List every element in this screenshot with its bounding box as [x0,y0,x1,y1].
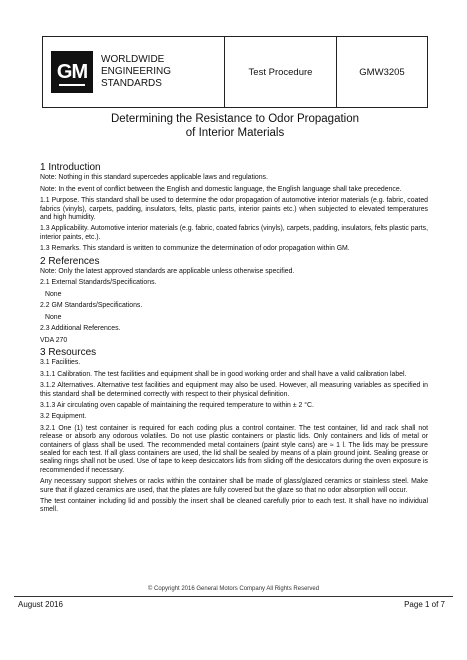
section-heading: 3 Resources [40,346,97,358]
paragraph: 2.3 Additional References. [40,325,121,333]
footer-date: August 2016 [18,600,63,609]
footer-page-number: Page 1 of 7 [404,600,445,609]
org-name: WORLDWIDE ENGINEERING STANDARDS [101,54,172,89]
doc-number: GMW3205 [359,66,405,78]
paragraph: 3.1 Facilities. [40,359,81,367]
paragraph: None [45,313,62,321]
paragraph: 1.3 Applicability. Automotive interior materials (e.g. fabric, coated fabrics (vinyls), carpets, padding, insulators, felts plastic parts, interior paints, etc.). [40,225,428,241]
section-heading: 2 References [40,255,100,267]
paragraph: 3.2.1 One (1) test container is required for each coding plus a control container. The test container, lid and rack shall not release or absorb any odorous volatiles. Do not use plastic containers or plastic lids. Only containers and lids of metal or containers of glass shall be used. The recommended metal containers (paint style cans) are ≈ 1 l. The lids may be pressure sealed for each test. If all glass containers are used, the lid shall be sealed by means of a plain ground joint. Sealing grease or sealing rings shall not be used. Use of tape to keep desiccators lids from sliding off the desiccators during the oven exposure is recommended if necessary. [40,424,428,474]
paragraph: None [45,290,62,298]
gm-logo: GM [51,51,93,93]
paragraph: 2.1 External Standards/Specifications. [40,279,157,287]
paragraph: Note: Only the latest approved standards are applicable unless otherwise specified. [40,268,295,276]
paragraph: 1.3 Remarks. This standard is written to communize the determination of odor propagation within GM. [40,245,350,253]
paragraph: Note: In the event of conflict between the English and domestic language, the English language shall take precedence. [40,185,402,193]
paragraph: 3.1.1 Calibration. The test facilities and equipment shall be in good working order and shall have a valid calibration label. [40,370,407,378]
paragraph: 3.2 Equipment. [40,413,87,421]
paragraph: VDA 270 [40,336,68,344]
header-table [42,36,428,108]
paragraph: Any necessary support shelves or racks within the container shall be made of glass/glazed ceramics or stainless steel. Make sure that if glazed ceramics are used, that the plates are fully covered but the glaze so that no odor absorption will occur. [40,478,428,494]
paragraph: The test container including lid and possibly the insert shall be cleaned carefully prior to each test. It shall have no individual smell. [40,498,428,514]
document-title: Determining the Resistance to Odor Propagation of Interior Materials [110,113,360,139]
paragraph: 3.1.3 Air circulating oven capable of maintaining the required temperature to within ± 2 °C. [40,401,314,409]
header-logo-cell [43,37,225,107]
doc-type: Test Procedure [225,37,337,107]
paragraph: Note: Nothing in this standard supercedes applicable laws and regulations. [40,174,268,182]
document-body [40,160,428,518]
footer-divider [14,596,453,597]
copyright-notice: © Copyright 2016 General Motors Company All Rights Reserved [147,586,320,592]
paragraph: 1.1 Purpose. This standard shall be used to determine the odor propagation of automotive interior materials (e.g. fabric, coated fabrics (vinyls), carpets, padding, insulators, felts, plastic parts, interior paints etc.) when subjected to elevated temperatures and high humidity. [40,197,428,222]
section-heading: 1 Introduction [40,162,101,173]
paragraph: 2.2 GM Standards/Specifications. [40,302,143,310]
paragraph: 3.1.2 Alternatives. Alternative test facilities and equipment may also be used. However, all measuring variables as specified in this standard shall be determined correctly with respect to their physical definition. [40,382,428,398]
